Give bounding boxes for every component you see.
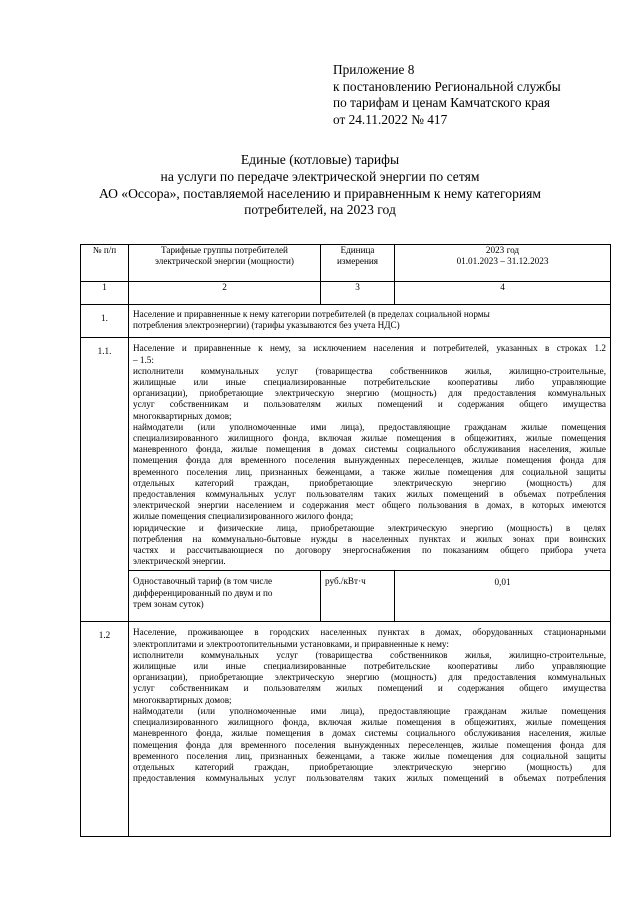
text-line: предоставления коммунальных услуг пользователям таких жилых помещений в объемах потребления xyxy=(133,489,606,500)
header-text: Тарифные группы потребителей xyxy=(161,245,288,255)
text-line: помещения фонда для временного поселения вынужденных переселенцев, жилые помещения фонда для xyxy=(133,739,606,750)
text-line: потребления электроэнергии) (тарифы указываются без учета НДС) xyxy=(133,320,400,331)
title-line: на услуги по передаче электрической энергии по сетям xyxy=(160,168,480,184)
text-line: частях и рассчитывающиеся по договору энергоснабжения по показаниям общего прибора учета xyxy=(133,545,606,556)
table-row xyxy=(81,305,611,338)
text-line: отдельных категорий граждан, приобретающие электрическую энергию (мощность) для xyxy=(133,477,606,488)
table-row xyxy=(81,338,611,571)
text-block xyxy=(133,627,606,784)
table-row xyxy=(81,622,611,837)
tariff-table xyxy=(80,244,611,837)
header-cell xyxy=(321,245,395,282)
text-line: специализированного жилищного фонда, включая жилые помещения в общежитиях, жилые помещения xyxy=(133,717,606,728)
text-line: многоквартирных домов; xyxy=(133,694,232,705)
text-line: – 1.5: xyxy=(133,354,154,365)
text-line: юридические и физические лица, приобретающие электрическую энергию (мощность) в целях xyxy=(133,522,606,533)
text-line: трем зонам суток) xyxy=(133,598,204,609)
header-text: 2023 год xyxy=(485,245,520,255)
column-number: 2 xyxy=(129,282,321,305)
header-cell: № п/п xyxy=(81,245,129,282)
column-number: 1 xyxy=(81,282,129,305)
text-line: Одноставочный тариф (в том числе xyxy=(133,576,273,587)
text-line: временного поселения лиц, признанных беженцами, а также жилые помещения для социальной защиты xyxy=(133,750,606,761)
text-line: исполнители коммунальных услуг (товарищества собственников жилья, жилищно-строительные, xyxy=(133,365,606,376)
text-line: Население и приравненные к нему категории потребителей (в пределах социальной нормы xyxy=(133,309,490,319)
text-line: помещения фонда для временного поселения вынужденных переселенцев, жилые помещения фонда для xyxy=(133,455,606,466)
text-line: жилищные или иные специализированные потребительские кооперативы либо управляющие xyxy=(133,661,606,672)
header-cell xyxy=(395,245,611,282)
title-line: АО «Оссора», поставляемой населению и приравненным к нему категориям xyxy=(98,185,542,201)
header-text: электрической энергии (мощности) xyxy=(154,256,294,266)
column-number: 4 xyxy=(395,282,611,305)
document-title xyxy=(80,152,560,219)
text-line: организации), приобретающие электрическую энергию (мощность) для предоставления коммунальных xyxy=(133,672,606,683)
text-line: специализированного жилищного фонда, включая жилые помещения в общежитиях, жилые помещения xyxy=(133,433,606,444)
text-line: маневренного фонда, жилые помещения в домах системы социального обслуживания населения, жилые xyxy=(133,444,606,455)
column-number: 3 xyxy=(321,282,395,305)
text-line: услуг собственникам и пользователям жилых помещений и содержания общего имущества xyxy=(133,683,606,694)
text-line: многоквартирных домов; xyxy=(133,410,232,421)
row-description xyxy=(129,305,611,338)
appendix-header xyxy=(333,62,623,128)
row-number: 1.1. xyxy=(81,338,129,622)
appendix-line: к постановлению Региональной службы xyxy=(333,78,561,94)
appendix-line: по тарифам и ценам Камчатского края xyxy=(333,95,550,110)
text-line: маневренного фонда, жилые помещения в домах системы социального обслуживания населения, жилые xyxy=(133,728,606,739)
tariff-group xyxy=(129,571,321,622)
text-line: Население и приравненные к нему, за исключением населения и потребителей, указанных в строках 1.2 xyxy=(133,343,606,354)
text-line: электрической энергии населением и содержания мест общего пользования в домах, в которых имеются xyxy=(133,500,606,511)
header-text: 01.01.2023 – 31.12.2023 xyxy=(456,256,549,266)
row-number: 1.2 xyxy=(81,622,129,837)
text-line: предоставления коммунальных услуг пользователям таких жилых помещений в объемах потребления xyxy=(133,773,606,784)
text-line: дифференцированный по двум и по xyxy=(133,587,273,598)
column-number-row xyxy=(81,282,611,305)
text-line: наймодатели (или уполномоченные ими лица), предоставляющие гражданам жилые помещения xyxy=(133,421,606,432)
title-line: потребителей, на 2023 год xyxy=(244,202,396,218)
text-block xyxy=(133,343,606,567)
text-line: электроплитами и электроотопительными установками, и приравненные к нему: xyxy=(133,638,449,649)
appendix-line: от 24.11.2022 № 417 xyxy=(333,111,448,127)
header-text: Единица xyxy=(340,245,375,255)
text-line: отдельных категорий граждан, приобретающие электрическую энергию (мощность) для xyxy=(133,761,606,772)
tariff-sub-row xyxy=(81,571,611,622)
row-number: 1. xyxy=(81,305,129,338)
table-header-row xyxy=(81,245,611,282)
text-line: Население, проживающее в городских населенных пунктах в домах, оборудованных стационарными xyxy=(133,627,606,638)
text-line: электрической энергии. xyxy=(133,556,226,567)
text-line: жилые помещения специализированного жилого фонда; xyxy=(133,511,354,522)
tariff-value: 0,01 xyxy=(395,571,611,622)
text-line: потребления на коммунально-бытовые нужды в населенных пунктах и жилых зонах при воинских xyxy=(133,533,606,544)
row-description xyxy=(129,338,611,571)
text-line: услуг собственникам и пользователям жилых помещений и содержания общего имущества xyxy=(133,399,606,410)
text-line: наймодатели (или уполномоченные ими лица), предоставляющие гражданам жилые помещения xyxy=(133,705,606,716)
header-text: измерения xyxy=(336,256,379,266)
text-line: временного поселения лиц, признанных беженцами, а также жилые помещения для социальной защиты xyxy=(133,466,606,477)
text-line: организации), приобретающие электрическую энергию (мощность) для предоставления коммунальных xyxy=(133,388,606,399)
header-cell xyxy=(129,245,321,282)
title-line: Единые (котловые) тарифы xyxy=(240,152,400,167)
appendix-line: Приложение 8 xyxy=(333,62,415,77)
text-line: жилищные или иные специализированные потребительские кооперативы либо управляющие xyxy=(133,377,606,388)
text-line: исполнители коммунальных услуг (товарищества собственников жилья, жилищно-строительные, xyxy=(133,649,606,660)
row-description xyxy=(129,622,611,837)
unit-cell: руб./кВт·ч xyxy=(321,571,395,622)
